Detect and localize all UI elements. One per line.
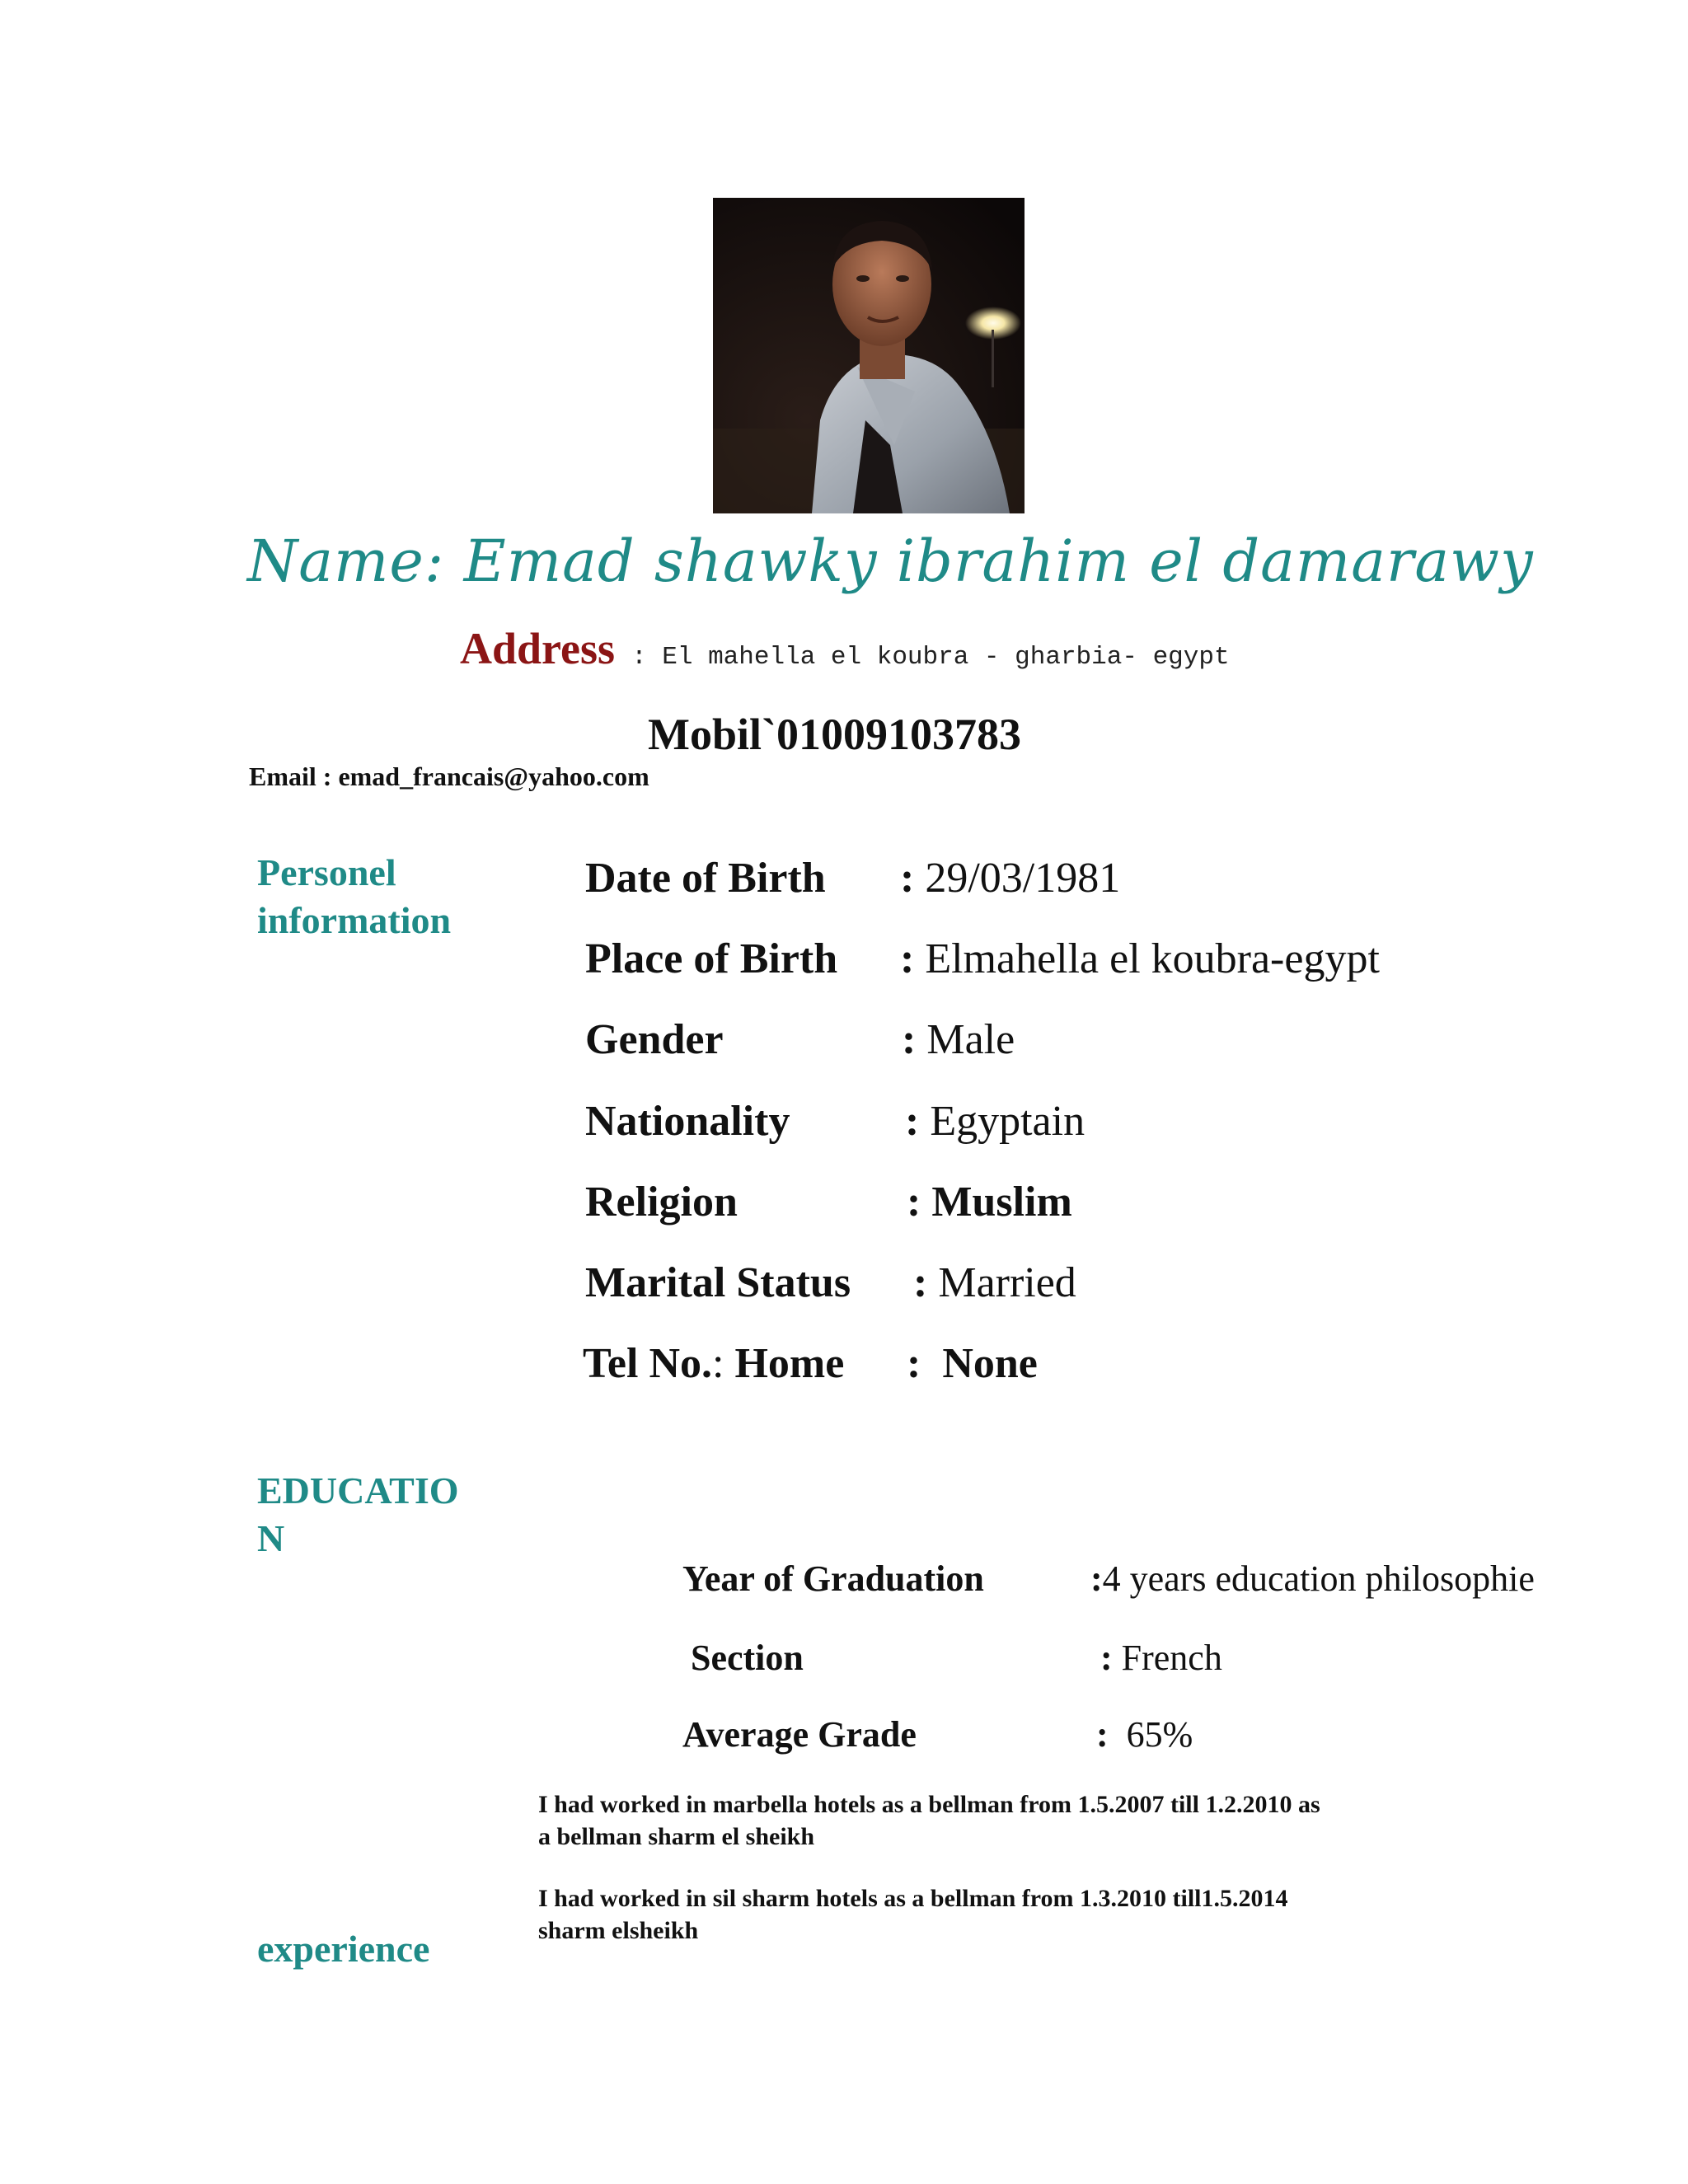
marital-status-text: Married [938,1259,1076,1306]
nationality-label: Nationality [585,1098,790,1145]
marital-status-colon: : [913,1259,928,1306]
tel-label [583,1339,844,1388]
section-colon: : [1100,1638,1113,1678]
marital-status-value [913,1258,1076,1307]
section-value [1100,1637,1222,1679]
tel-label-sep: : [712,1340,724,1387]
gender-colon: : [902,1016,917,1063]
tel-text: None [942,1340,1038,1387]
grade-label: Average Grade [682,1714,917,1755]
pob-label: Place of Birth [585,935,838,982]
address-value: : El mahella el koubra - gharbia- egypt [631,643,1230,672]
address-line [460,623,1230,674]
email-address: Email : emad_francais@yahoo.com [249,762,649,791]
marital-status-label: Marital Status [585,1259,851,1306]
education-heading-line2: N [257,1517,285,1559]
tel-label-part2: Home [734,1340,845,1387]
grade-colon: : [1096,1714,1109,1755]
personal-info-heading-line2: information [257,899,452,941]
address-label: Address [460,624,616,673]
candidate-name: Name: Emad shawky ibrahim el damarawy [247,527,1534,595]
religion-label: Religion [585,1179,738,1226]
experience-entry-2-line1: I had worked in sil sharm hotels as a bellman from 1.3.2010 till1.5.2014 [538,1885,1288,1912]
personal-info-heading-line1: Personel [257,851,396,893]
nationality-colon: : [905,1098,920,1145]
experience-heading: experience [257,1928,430,1970]
section-text: French [1121,1638,1222,1678]
religion-text: Muslim [931,1179,1072,1226]
grade-text: 65% [1126,1714,1193,1755]
pob-text: Elmahella el koubra-egypt [925,935,1380,982]
nationality-value [905,1097,1085,1146]
dob-value [900,854,1120,902]
graduation-value [1090,1558,1535,1600]
education-heading [257,1467,459,1563]
graduation-colon: : [1090,1558,1103,1599]
dob-colon: : [900,855,915,902]
personal-info-heading [257,849,451,944]
education-heading-line1: EDUCATIO [257,1469,459,1511]
section-label: Section [691,1638,804,1678]
grade-value [1096,1713,1193,1755]
experience-entry-1-line1: I had worked in marbella hotels as a bellman from 1.5.2007 till 1.2.2010 as [538,1791,1320,1818]
experience-entry [538,1788,1453,1853]
gender-text: Male [926,1016,1015,1063]
pob-value [900,935,1380,983]
tel-colon: : [907,1340,921,1387]
experience-entry [538,1882,1453,1947]
gender-value [902,1015,1015,1064]
gender-label: Gender [585,1016,724,1063]
profile-photo [713,198,1025,513]
graduation-text: 4 years education philosophie [1102,1558,1535,1599]
religion-colon: : [907,1179,921,1226]
dob-label: Date of Birth [585,855,826,902]
experience-entry-1-line2: a bellman sharm el sheikh [538,1823,815,1850]
dob-text: 29/03/1981 [925,855,1121,902]
tel-value [907,1339,1038,1388]
graduation-label: Year of Graduation [682,1558,984,1599]
mobile-number: Mobil`01009103783 [648,710,1021,759]
religion-value [907,1178,1072,1226]
tel-label-part1: Tel No. [583,1340,712,1387]
experience-entry-2-line2: sharm elsheikh [538,1917,699,1944]
pob-colon: : [900,935,915,982]
nationality-text: Egyptain [930,1098,1085,1145]
